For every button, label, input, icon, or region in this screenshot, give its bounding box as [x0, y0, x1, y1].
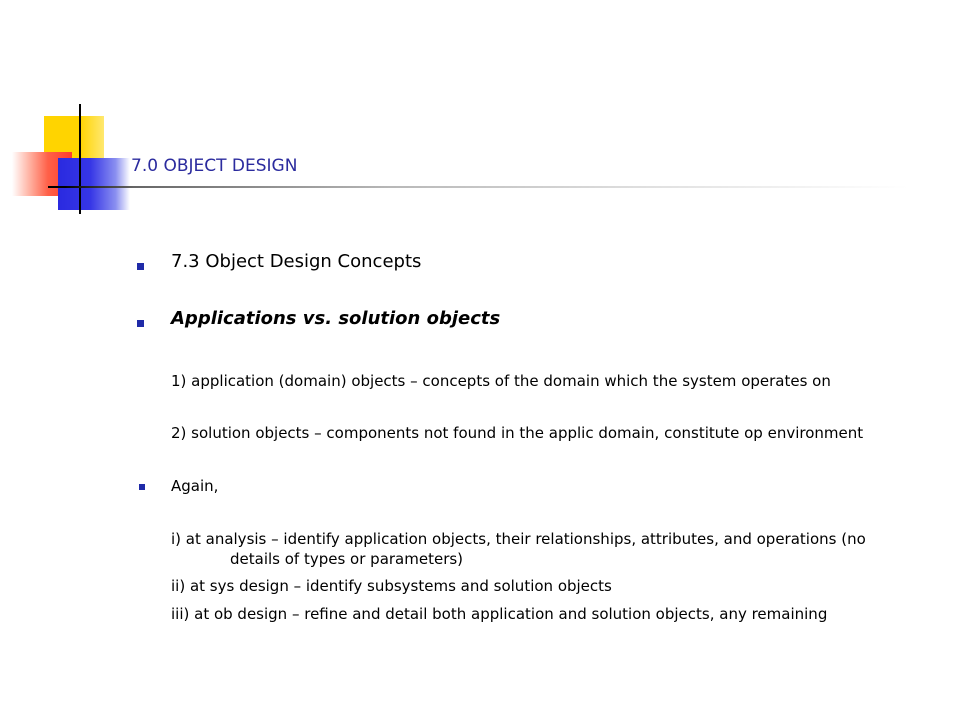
text-application-objects: 1) application (domain) objects – concepts of the domain which the system operates on — [171, 372, 831, 390]
bullet-applications-vs-solution: Applications vs. solution objects — [171, 308, 501, 329]
bullet-again: Again, — [171, 477, 219, 495]
logo-blue-block — [58, 158, 130, 210]
text-ob-design: iii) at ob design – refine and detail both application and solution objects, any remaining — [171, 605, 828, 623]
text-sys-design: ii) at sys design – identify subsystems and solution objects — [171, 577, 612, 595]
slide-title: 7.0 OBJECT DESIGN — [131, 156, 298, 176]
title-underline — [48, 186, 908, 188]
bullet-marker — [137, 263, 144, 270]
text-analysis-line2: details of types or parameters) — [230, 550, 464, 568]
bullet-object-design-concepts: 7.3 Object Design Concepts — [171, 251, 422, 272]
bullet-marker — [139, 484, 145, 490]
bullet-marker — [137, 320, 144, 327]
logo-vertical-line — [79, 104, 81, 214]
text-solution-objects: 2) solution objects – components not found in the applic domain, constitute op environment — [171, 424, 864, 442]
text-analysis-line1: i) at analysis – identify application objects, their relationships, attributes, and operations (no — [171, 530, 866, 548]
